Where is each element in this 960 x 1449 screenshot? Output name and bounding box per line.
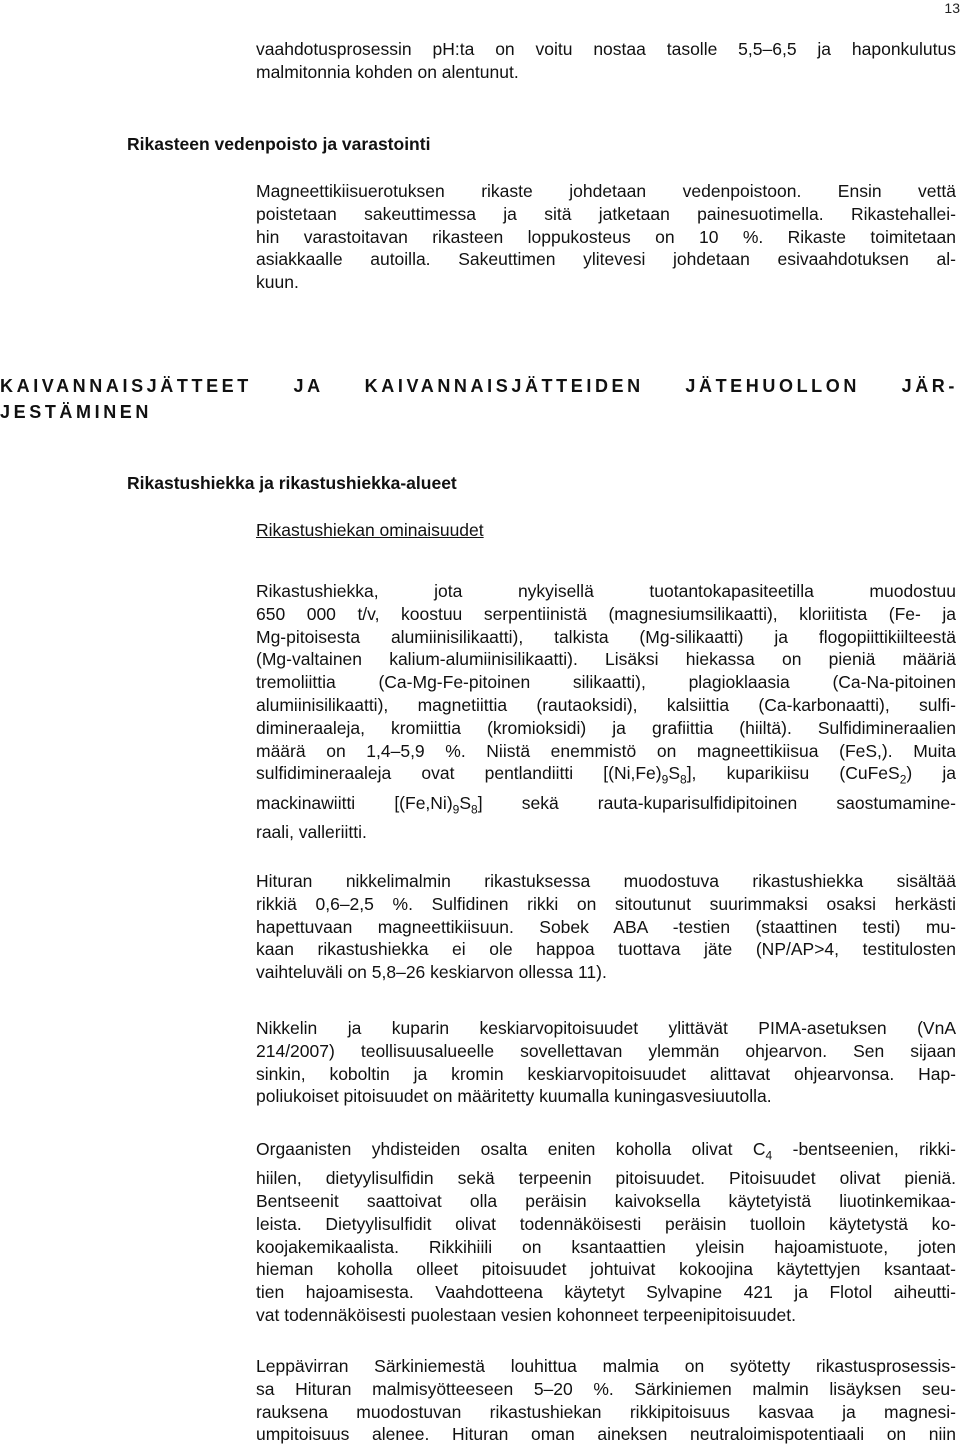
text-line: hiilen, dietyylisulfidin sekä terpeenin pitoisuudet. Pitoisuudet olivat pieniä. — [256, 1168, 956, 1189]
subscript: 8 — [680, 772, 687, 787]
text-line: hin varastoitavan rikasteen loppukosteus on 10 %. Rikaste toimitetaan — [256, 226, 956, 247]
text-line: umpitoisuus alenee. Hituran oman aineksen neutraloimispotentiaali on niin — [256, 1424, 956, 1445]
text-line: Mg-pitoisesta alumiinisilikaatti), talkista (Mg-silikaatti) ja flogopiittikiilteestä — [256, 626, 956, 647]
text-line: alumiinisilikaatti), magnetiittia (rautaoksidi), kalsiittia (Ca-karbonaatti), sulfi- — [256, 694, 956, 715]
subscript: 9 — [661, 772, 669, 787]
text-line — [256, 792, 956, 821]
text-line: Hituran nikkelimalmin rikastuksessa muodostuva rikastushiekka sisältää — [256, 871, 956, 891]
main-heading — [0, 373, 958, 425]
text-line: raali, valleriitti. — [256, 821, 367, 842]
main-heading-line: KAIVANNAISJÄTTEET JA KAIVANNAISJÄTTEIDEN JÄTEHUOLLON JÄR- — [0, 376, 958, 396]
text-fragment: S — [668, 763, 680, 784]
text-line: rauksena muodostuvan rikastushiekan rikkipitoisuus kasvaa ja magnesi- — [256, 1401, 956, 1422]
text-line: sinkin, koboltin ja kromin keskiarvopitoisuudet alittavat ohjearvonsa. Hap- — [256, 1063, 956, 1084]
text-fragment: ) ja — [906, 763, 956, 784]
text-line: tremoliittia (Ca-Mg-Fe-pitoinen silikaatti), plagioklaasia (Ca-Na-pitoinen — [256, 672, 956, 693]
text-line — [256, 1138, 956, 1167]
text-fragment: Orgaanisten yhdisteiden osalta eniten koholla olivat C — [256, 1139, 766, 1159]
text-fragment: sulfidimineraaleja ovat pentlandiitti [(Ni,Fe) — [256, 763, 662, 784]
text-line: kuun. — [256, 272, 299, 293]
section-heading-dewatering: Rikasteen vedenpoisto ja varastointi — [127, 134, 431, 154]
text-line: vaahdotusprosessin pH:ta on voitu nostaa tasolle 5,5–6,5 ja haponkulutus — [256, 39, 956, 59]
underline-heading: Rikastushiekan ominaisuudet — [256, 520, 484, 540]
main-heading-line: JESTÄMINEN — [0, 402, 153, 422]
text-line — [256, 762, 956, 791]
text-line: leista. Dietyylisulfidit olivat todennäköisesti peräisin tuolloin käytetystä ko- — [256, 1213, 956, 1234]
text-line: 214/2007) teollisuusalueelle sovellettavan ylemmän ohjearvon. Sen sijaan — [256, 1040, 956, 1061]
text-line: sa Hituran malmisyötteeseen 5–20 %. Särkiniemen malmin lisäyksen seu- — [256, 1378, 956, 1399]
subheading-tailings: Rikastushiekka ja rikastushiekka-alueet — [127, 473, 457, 493]
subscript: 8 — [471, 802, 478, 817]
text-line: rikkiä 0,6–2,5 %. Sulfidinen rikki on sitoutunut suurimmaksi osaksi herkästi — [256, 893, 956, 914]
text-line: malmitonnia kohden on alentunut. — [256, 61, 519, 82]
intro-paragraph — [256, 38, 956, 84]
page-number: 13 — [944, 0, 960, 16]
text-line: vaihteluväli on 5,8–26 keskiarvon ollessa 11). — [256, 962, 607, 983]
text-line: dimineraaleja, kromiittia (kromioksidi) ja grafiittia (hiiltä). Sulfidimineraalien — [256, 717, 956, 738]
text-line: kaan rikastushiekka ei ole happoa tuottava jäte (NP/AP>4, testitulosten — [256, 939, 956, 960]
text-line: vat todennäköisesti puolestaan vesien kohonneet terpeenipitoisuudet. — [256, 1305, 796, 1326]
text-line: Magneettikiisuerotuksen rikaste johdetaan vedenpoistoon. Ensin vettä — [256, 181, 956, 201]
text-fragment: ], kuparikiisu (CuFeS — [686, 763, 900, 784]
paragraph-tailings-properties — [256, 580, 956, 844]
text-line: asiakkaalle autoilla. Sakeuttimen ylitevesi johdetaan esivaahdotuksen al- — [256, 249, 956, 270]
text-line: 650 000 t/v, koostuu serpentiinistä (magnesiumsilikaatti), kloriitista (Fe- ja — [256, 603, 956, 624]
paragraph-organics — [256, 1138, 956, 1327]
text-line: Rikastushiekka, jota nykyisellä tuotantokapasiteetilla muodostuu — [256, 581, 956, 601]
text-line: Leppävirran Särkiniemestä louhittua malmia on syötetty rikastusprosessis- — [256, 1356, 956, 1376]
text-line: (Mg-valtainen kalium-alumiinisilikaatti). Lisäksi hiekassa on pieniä määriä — [256, 649, 956, 670]
text-fragment: S — [459, 792, 472, 813]
text-line: poistetaan sakeuttimessa ja sitä jatketaan painesuotimella. Rikastehallei- — [256, 203, 956, 224]
subscript: 2 — [899, 772, 907, 787]
text-fragment: ] sekä rauta-kuparisulfidipitoinen saostumamine- — [477, 792, 956, 813]
paragraph-sulfur — [256, 870, 956, 984]
text-line: hapettuvaan magneettikiisuun. Sobek ABA -testien (staattinen testi) mu- — [256, 916, 956, 937]
paragraph-metals — [256, 1017, 956, 1108]
text-fragment: -bentseenien, rikki- — [772, 1139, 956, 1159]
text-line: määrä on 1,4–5,9 %. Niistä enemmistö on magneettikiisua (FeS,). Muita — [256, 740, 956, 761]
text-line: Bentseenit saattoivat olla peräisin kaivoksella käytetyistä liuotinkemikaa- — [256, 1191, 956, 1212]
text-line: Nikkelin ja kuparin keskiarvopitoisuudet ylittävät PIMA-asetuksen (VnA — [256, 1018, 956, 1038]
text-fragment: mackinawiitti [(Fe,Ni) — [256, 792, 453, 813]
section1-paragraph — [256, 180, 956, 294]
text-line: tien hajoamisesta. Vaahdotteena käytetyt Sylvapine 421 ja Flotol aiheutti- — [256, 1282, 956, 1303]
text-line: poliukoiset pitoisuudet on määritetty kuumalla kuningasvesiuutolla. — [256, 1086, 772, 1107]
text-line: hieman koholla olleet pitoisuudet johtuivat kokoojina käytettyjen ksantaat- — [256, 1259, 956, 1280]
text-line: koojakemikaalista. Rikkihiili on ksantaattien yleisin hajoamistuote, joten — [256, 1236, 956, 1257]
subscript: 4 — [765, 1148, 773, 1163]
paragraph-sarkiniemi — [256, 1355, 956, 1446]
subscript: 9 — [452, 802, 460, 817]
